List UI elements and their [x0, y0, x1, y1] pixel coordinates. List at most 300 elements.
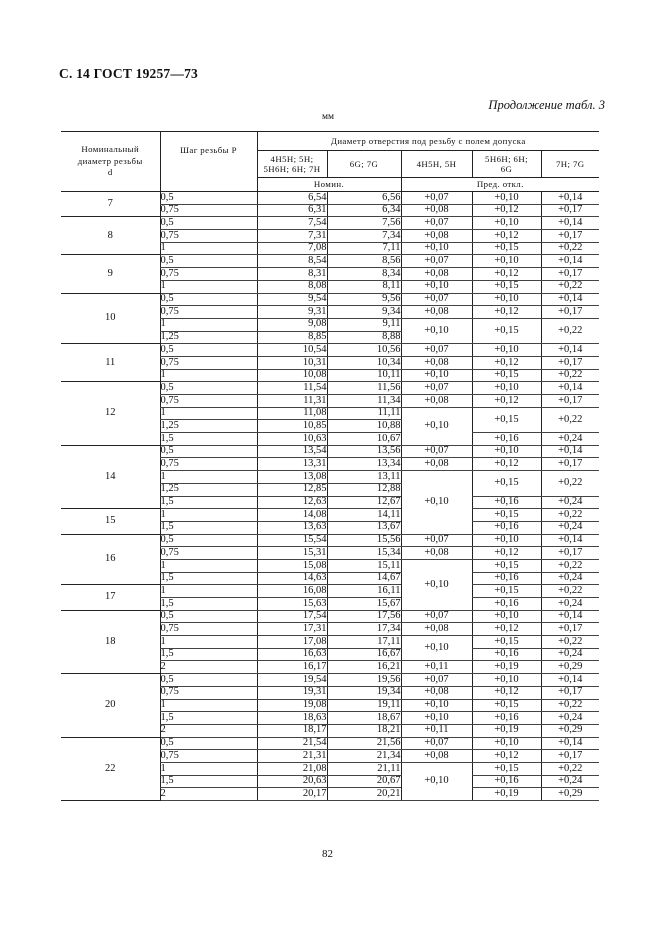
pitch-cell: 0,75	[160, 204, 257, 217]
header-nomin: Номин.	[257, 178, 401, 192]
pitch-cell: 1	[160, 559, 257, 572]
dev-7h-cell: +0,17	[541, 356, 599, 369]
nominal-4h5h-cell: 13,08	[257, 471, 327, 484]
thread-hole-table	[61, 131, 599, 801]
dev-4h5h-cell: +0,08	[401, 547, 472, 560]
nominal-6g-cell: 18,67	[327, 712, 401, 725]
header-pitch: Шаг резьбы P	[160, 132, 257, 192]
nominal-4h5h-cell: 7,31	[257, 230, 327, 243]
pitch-cell: 1,5	[160, 775, 257, 788]
nominal-6g-cell: 13,34	[327, 458, 401, 471]
nominal-4h5h-cell: 10,54	[257, 344, 327, 357]
dev-7h-cell: +0,17	[541, 395, 599, 408]
nominal-6g-cell: 15,56	[327, 534, 401, 547]
dev-4h5h-cell: +0,08	[401, 306, 472, 319]
nominal-6g-cell: 17,34	[327, 623, 401, 636]
nominal-6g-cell: 21,56	[327, 737, 401, 750]
dev-4h5h-cell: +0,07	[401, 344, 472, 357]
nominal-diameter-cell: 22	[61, 737, 160, 800]
dev-7h-cell: +0,22	[541, 407, 599, 432]
dev-7h-cell: +0,14	[541, 293, 599, 306]
dev-5h6h-cell: +0,16	[472, 598, 541, 611]
pitch-cell: 0,5	[160, 255, 257, 268]
dev-5h6h-cell: +0,10	[472, 293, 541, 306]
nominal-4h5h-cell: 15,54	[257, 534, 327, 547]
unit-label: мм	[322, 112, 335, 122]
dev-5h6h-cell: +0,15	[472, 699, 541, 712]
dev-5h6h-cell: +0,12	[472, 306, 541, 319]
nominal-6g-cell: 15,34	[327, 547, 401, 560]
nominal-4h5h-cell: 9,31	[257, 306, 327, 319]
dev-5h6h-cell: +0,15	[472, 585, 541, 598]
nominal-6g-cell: 10,88	[327, 420, 401, 433]
nominal-4h5h-cell: 6,31	[257, 204, 327, 217]
dev-5h6h-cell: +0,16	[472, 712, 541, 725]
dev-5h6h-cell: +0,15	[472, 636, 541, 649]
nominal-4h5h-cell: 17,08	[257, 636, 327, 649]
dev-7h-cell: +0,17	[541, 623, 599, 636]
table-row	[61, 585, 599, 598]
nominal-6g-cell: 8,34	[327, 268, 401, 281]
dev-4h5h-cell: +0,07	[401, 674, 472, 687]
dev-7h-cell: +0,29	[541, 788, 599, 801]
nominal-6g-cell: 12,67	[327, 496, 401, 509]
nominal-4h5h-cell: 9,08	[257, 318, 327, 331]
pitch-cell: 1	[160, 471, 257, 484]
table-body	[61, 192, 599, 801]
nominal-6g-cell: 16,21	[327, 661, 401, 674]
dev-7h-cell: +0,29	[541, 661, 599, 674]
nominal-4h5h-cell: 8,54	[257, 255, 327, 268]
dev-4h5h-cell: +0,10	[401, 636, 472, 661]
nominal-4h5h-cell: 11,54	[257, 382, 327, 395]
nominal-4h5h-cell: 13,63	[257, 521, 327, 534]
dev-5h6h-cell: +0,10	[472, 382, 541, 395]
nominal-4h5h-cell: 15,31	[257, 547, 327, 560]
nominal-4h5h-cell: 21,31	[257, 750, 327, 763]
dev-7h-cell: +0,17	[541, 306, 599, 319]
dev-7h-cell: +0,17	[541, 268, 599, 281]
pitch-cell: 1	[160, 636, 257, 649]
pitch-cell: 2	[160, 724, 257, 737]
nominal-4h5h-cell: 12,63	[257, 496, 327, 509]
pitch-cell: 0,5	[160, 192, 257, 205]
dev-5h6h-cell: +0,10	[472, 445, 541, 458]
dev-7h-cell: +0,17	[541, 750, 599, 763]
dev-7h-cell: +0,22	[541, 636, 599, 649]
dev-5h6h-cell: +0,12	[472, 230, 541, 243]
header-nominal-diameter: Номинальный диаметр резьбы d	[61, 132, 160, 192]
nominal-6g-cell: 13,11	[327, 471, 401, 484]
dev-7h-cell: +0,29	[541, 724, 599, 737]
nominal-diameter-cell: 7	[61, 192, 160, 217]
dev-5h6h-cell: +0,12	[472, 395, 541, 408]
page-number: 82	[322, 848, 333, 860]
pitch-cell: 0,5	[160, 674, 257, 687]
dev-7h-cell: +0,14	[541, 737, 599, 750]
nominal-6g-cell: 9,11	[327, 318, 401, 331]
dev-4h5h-cell: +0,11	[401, 724, 472, 737]
dev-5h6h-cell: +0,12	[472, 750, 541, 763]
pitch-cell: 0,75	[160, 547, 257, 560]
pitch-cell: 1	[160, 280, 257, 293]
nominal-4h5h-cell: 16,08	[257, 585, 327, 598]
pitch-cell: 1,25	[160, 420, 257, 433]
dev-7h-cell: +0,14	[541, 344, 599, 357]
pitch-cell: 1,5	[160, 521, 257, 534]
table-row	[61, 674, 599, 687]
nominal-diameter-cell: 20	[61, 674, 160, 737]
nominal-diameter-cell: 9	[61, 255, 160, 293]
dev-7h-cell: +0,24	[541, 775, 599, 788]
pitch-cell: 0,5	[160, 534, 257, 547]
pitch-cell: 0,75	[160, 356, 257, 369]
nominal-6g-cell: 6,56	[327, 192, 401, 205]
dev-7h-cell: +0,17	[541, 458, 599, 471]
header-field-4h5h-5h: 4H5H, 5H	[401, 151, 472, 178]
nominal-6g-cell: 10,11	[327, 369, 401, 382]
nominal-4h5h-cell: 11,31	[257, 395, 327, 408]
dev-7h-cell: +0,22	[541, 699, 599, 712]
dev-7h-cell: +0,14	[541, 674, 599, 687]
dev-4h5h-cell: +0,10	[401, 471, 472, 534]
dev-4h5h-cell: +0,08	[401, 458, 472, 471]
dev-7h-cell: +0,24	[541, 433, 599, 446]
nominal-4h5h-cell: 10,08	[257, 369, 327, 382]
dev-4h5h-cell: +0,08	[401, 750, 472, 763]
nominal-6g-cell: 20,21	[327, 788, 401, 801]
dev-7h-cell: +0,17	[541, 686, 599, 699]
dev-5h6h-cell: +0,15	[472, 509, 541, 522]
nominal-6g-cell: 7,34	[327, 230, 401, 243]
nominal-4h5h-cell: 18,63	[257, 712, 327, 725]
table-row	[61, 509, 599, 522]
nominal-4h5h-cell: 16,63	[257, 648, 327, 661]
pitch-cell: 1,5	[160, 712, 257, 725]
dev-4h5h-cell: +0,07	[401, 382, 472, 395]
dev-4h5h-cell: +0,08	[401, 268, 472, 281]
dev-7h-cell: +0,24	[541, 598, 599, 611]
dev-4h5h-cell: +0,11	[401, 661, 472, 674]
nominal-diameter-cell: 17	[61, 585, 160, 610]
nominal-6g-cell: 13,56	[327, 445, 401, 458]
dev-4h5h-cell: +0,07	[401, 192, 472, 205]
table-row	[61, 217, 599, 230]
dev-5h6h-cell: +0,16	[472, 572, 541, 585]
nominal-6g-cell: 19,11	[327, 699, 401, 712]
pitch-cell: 0,75	[160, 458, 257, 471]
dev-7h-cell: +0,14	[541, 445, 599, 458]
nominal-diameter-cell: 15	[61, 509, 160, 534]
dev-5h6h-cell: +0,12	[472, 204, 541, 217]
dev-4h5h-cell: +0,08	[401, 395, 472, 408]
pitch-cell: 1	[160, 318, 257, 331]
pitch-cell: 0,75	[160, 750, 257, 763]
nominal-diameter-cell: 8	[61, 217, 160, 255]
nominal-6g-cell: 20,67	[327, 775, 401, 788]
dev-7h-cell: +0,24	[541, 712, 599, 725]
nominal-4h5h-cell: 7,54	[257, 217, 327, 230]
dev-5h6h-cell: +0,15	[472, 242, 541, 255]
nominal-4h5h-cell: 21,54	[257, 737, 327, 750]
dev-4h5h-cell: +0,07	[401, 293, 472, 306]
dev-7h-cell: +0,14	[541, 382, 599, 395]
dev-7h-cell: +0,14	[541, 192, 599, 205]
pitch-cell: 0,5	[160, 344, 257, 357]
nominal-6g-cell: 19,34	[327, 686, 401, 699]
header-field-5h6h: 5H6H; 6H; 6G	[472, 151, 541, 178]
nominal-6g-cell: 14,67	[327, 572, 401, 585]
nominal-4h5h-cell: 11,08	[257, 407, 327, 420]
pitch-cell: 0,5	[160, 737, 257, 750]
nominal-diameter-cell: 14	[61, 445, 160, 508]
table-row	[61, 192, 599, 205]
nominal-4h5h-cell: 19,08	[257, 699, 327, 712]
dev-5h6h-cell: +0,12	[472, 623, 541, 636]
nominal-4h5h-cell: 20,17	[257, 788, 327, 801]
dev-7h-cell: +0,17	[541, 230, 599, 243]
dev-5h6h-cell: +0,15	[472, 407, 541, 432]
nominal-4h5h-cell: 7,08	[257, 242, 327, 255]
nominal-diameter-cell: 12	[61, 382, 160, 445]
nominal-6g-cell: 12,88	[327, 483, 401, 496]
nominal-6g-cell: 9,56	[327, 293, 401, 306]
dev-7h-cell: +0,22	[541, 318, 599, 343]
pitch-cell: 0,75	[160, 623, 257, 636]
nominal-4h5h-cell: 19,54	[257, 674, 327, 687]
dev-7h-cell: +0,14	[541, 217, 599, 230]
dev-7h-cell: +0,22	[541, 242, 599, 255]
dev-4h5h-cell: +0,07	[401, 445, 472, 458]
dev-5h6h-cell: +0,10	[472, 255, 541, 268]
pitch-cell: 1	[160, 509, 257, 522]
nominal-diameter-cell: 11	[61, 344, 160, 382]
nominal-4h5h-cell: 10,31	[257, 356, 327, 369]
nominal-6g-cell: 17,11	[327, 636, 401, 649]
dev-7h-cell: +0,22	[541, 762, 599, 775]
dev-7h-cell: +0,24	[541, 521, 599, 534]
nominal-4h5h-cell: 14,08	[257, 509, 327, 522]
dev-7h-cell: +0,22	[541, 585, 599, 598]
dev-4h5h-cell: +0,10	[401, 242, 472, 255]
dev-7h-cell: +0,22	[541, 280, 599, 293]
dev-5h6h-cell: +0,10	[472, 674, 541, 687]
pitch-cell: 1,5	[160, 598, 257, 611]
dev-5h6h-cell: +0,16	[472, 775, 541, 788]
dev-5h6h-cell: +0,15	[472, 280, 541, 293]
dev-5h6h-cell: +0,12	[472, 268, 541, 281]
nominal-4h5h-cell: 8,08	[257, 280, 327, 293]
dev-5h6h-cell: +0,10	[472, 344, 541, 357]
nominal-6g-cell: 16,11	[327, 585, 401, 598]
dev-5h6h-cell: +0,16	[472, 496, 541, 509]
dev-5h6h-cell: +0,15	[472, 762, 541, 775]
nominal-4h5h-cell: 12,85	[257, 483, 327, 496]
nominal-6g-cell: 11,56	[327, 382, 401, 395]
header-field-7h: 7H; 7G	[541, 151, 599, 178]
dev-4h5h-cell: +0,10	[401, 699, 472, 712]
nominal-6g-cell: 21,34	[327, 750, 401, 763]
pitch-cell: 0,75	[160, 395, 257, 408]
nominal-diameter-cell: 18	[61, 610, 160, 673]
pitch-cell: 1,5	[160, 433, 257, 446]
table-continuation-label: Продолжение табл. 3	[488, 98, 605, 112]
nominal-6g-cell: 17,56	[327, 610, 401, 623]
pitch-cell: 1	[160, 242, 257, 255]
dev-4h5h-cell: +0,10	[401, 280, 472, 293]
pitch-cell: 1,5	[160, 572, 257, 585]
pitch-cell: 0,75	[160, 230, 257, 243]
dev-4h5h-cell: +0,07	[401, 534, 472, 547]
table-row	[61, 293, 599, 306]
dev-5h6h-cell: +0,19	[472, 788, 541, 801]
nominal-6g-cell: 9,34	[327, 306, 401, 319]
dev-4h5h-cell: +0,08	[401, 230, 472, 243]
dev-4h5h-cell: +0,10	[401, 762, 472, 800]
dev-4h5h-cell: +0,10	[401, 318, 472, 343]
pitch-cell: 1	[160, 699, 257, 712]
nominal-6g-cell: 6,34	[327, 204, 401, 217]
pitch-cell: 1	[160, 762, 257, 775]
table-row	[61, 344, 599, 357]
pitch-cell: 1	[160, 585, 257, 598]
nominal-4h5h-cell: 6,54	[257, 192, 327, 205]
nominal-4h5h-cell: 8,31	[257, 268, 327, 281]
dev-7h-cell: +0,22	[541, 471, 599, 496]
nominal-6g-cell: 11,11	[327, 407, 401, 420]
header-field-4h5h: 4H5H; 5H; 5H6H; 6H; 7H	[257, 151, 327, 178]
dev-4h5h-cell: +0,07	[401, 255, 472, 268]
dev-5h6h-cell: +0,12	[472, 458, 541, 471]
dev-5h6h-cell: +0,12	[472, 547, 541, 560]
dev-5h6h-cell: +0,15	[472, 318, 541, 343]
dev-4h5h-cell: +0,10	[401, 407, 472, 445]
pitch-cell: 1,5	[160, 648, 257, 661]
nominal-6g-cell: 13,67	[327, 521, 401, 534]
nominal-4h5h-cell: 13,31	[257, 458, 327, 471]
dev-4h5h-cell: +0,07	[401, 737, 472, 750]
nominal-4h5h-cell: 13,54	[257, 445, 327, 458]
pitch-cell: 1,25	[160, 331, 257, 344]
nominal-6g-cell: 8,56	[327, 255, 401, 268]
table-row	[61, 255, 599, 268]
dev-5h6h-cell: +0,10	[472, 534, 541, 547]
dev-7h-cell: +0,22	[541, 509, 599, 522]
header-pred-otkl: Пред. откл.	[401, 178, 599, 192]
nominal-4h5h-cell: 17,54	[257, 610, 327, 623]
nominal-6g-cell: 15,11	[327, 559, 401, 572]
dev-7h-cell: +0,22	[541, 559, 599, 572]
dev-7h-cell: +0,24	[541, 648, 599, 661]
nominal-6g-cell: 10,34	[327, 356, 401, 369]
nominal-6g-cell: 10,56	[327, 344, 401, 357]
pitch-cell: 0,5	[160, 610, 257, 623]
nominal-6g-cell: 19,56	[327, 674, 401, 687]
dev-4h5h-cell: +0,10	[401, 712, 472, 725]
header-hole-diameter: Диаметр отверстия под резьбу с полем допуска	[257, 132, 599, 151]
pitch-cell: 0,5	[160, 293, 257, 306]
nominal-6g-cell: 8,88	[327, 331, 401, 344]
nominal-4h5h-cell: 16,17	[257, 661, 327, 674]
nominal-6g-cell: 15,67	[327, 598, 401, 611]
pitch-cell: 0,75	[160, 306, 257, 319]
dev-5h6h-cell: +0,15	[472, 559, 541, 572]
header-field-6g: 6G; 7G	[327, 151, 401, 178]
pitch-cell: 1	[160, 407, 257, 420]
dev-4h5h-cell: +0,07	[401, 610, 472, 623]
pitch-cell: 0,75	[160, 686, 257, 699]
nominal-4h5h-cell: 9,54	[257, 293, 327, 306]
table-row	[61, 534, 599, 547]
dev-4h5h-cell: +0,08	[401, 686, 472, 699]
dev-4h5h-cell: +0,10	[401, 559, 472, 610]
table-row	[61, 382, 599, 395]
pitch-cell: 0,5	[160, 445, 257, 458]
dev-4h5h-cell: +0,08	[401, 356, 472, 369]
nominal-diameter-cell: 16	[61, 534, 160, 585]
pitch-cell: 1	[160, 369, 257, 382]
dev-7h-cell: +0,17	[541, 204, 599, 217]
pitch-cell: 0,5	[160, 382, 257, 395]
pitch-cell: 2	[160, 661, 257, 674]
dev-5h6h-cell: +0,16	[472, 521, 541, 534]
table-row	[61, 445, 599, 458]
dev-7h-cell: +0,14	[541, 534, 599, 547]
dev-5h6h-cell: +0,19	[472, 661, 541, 674]
dev-4h5h-cell: +0,08	[401, 623, 472, 636]
dev-4h5h-cell: +0,08	[401, 204, 472, 217]
nominal-6g-cell: 18,21	[327, 724, 401, 737]
dev-7h-cell: +0,14	[541, 610, 599, 623]
page-header: С. 14 ГОСТ 19257—73	[59, 66, 198, 81]
table-row	[61, 737, 599, 750]
dev-5h6h-cell: +0,16	[472, 433, 541, 446]
dev-5h6h-cell: +0,10	[472, 610, 541, 623]
pitch-cell: 1,25	[160, 483, 257, 496]
dev-7h-cell: +0,14	[541, 255, 599, 268]
nominal-4h5h-cell: 17,31	[257, 623, 327, 636]
nominal-4h5h-cell: 10,63	[257, 433, 327, 446]
nominal-4h5h-cell: 20,63	[257, 775, 327, 788]
dev-5h6h-cell: +0,15	[472, 369, 541, 382]
nominal-4h5h-cell: 8,85	[257, 331, 327, 344]
pitch-cell: 0,5	[160, 217, 257, 230]
nominal-6g-cell: 16,67	[327, 648, 401, 661]
nominal-6g-cell: 10,67	[327, 433, 401, 446]
nominal-6g-cell: 11,34	[327, 395, 401, 408]
dev-5h6h-cell: +0,15	[472, 471, 541, 496]
pitch-cell: 0,75	[160, 268, 257, 281]
dev-4h5h-cell: +0,10	[401, 369, 472, 382]
dev-5h6h-cell: +0,10	[472, 737, 541, 750]
dev-7h-cell: +0,24	[541, 496, 599, 509]
nominal-4h5h-cell: 15,63	[257, 598, 327, 611]
dev-5h6h-cell: +0,16	[472, 648, 541, 661]
nominal-4h5h-cell: 21,08	[257, 762, 327, 775]
table-row	[61, 610, 599, 623]
nominal-4h5h-cell: 10,85	[257, 420, 327, 433]
nominal-4h5h-cell: 19,31	[257, 686, 327, 699]
dev-7h-cell: +0,22	[541, 369, 599, 382]
nominal-4h5h-cell: 18,17	[257, 724, 327, 737]
nominal-6g-cell: 7,11	[327, 242, 401, 255]
dev-5h6h-cell: +0,10	[472, 192, 541, 205]
dev-5h6h-cell: +0,12	[472, 686, 541, 699]
dev-5h6h-cell: +0,19	[472, 724, 541, 737]
nominal-4h5h-cell: 15,08	[257, 559, 327, 572]
nominal-6g-cell: 8,11	[327, 280, 401, 293]
nominal-6g-cell: 14,11	[327, 509, 401, 522]
